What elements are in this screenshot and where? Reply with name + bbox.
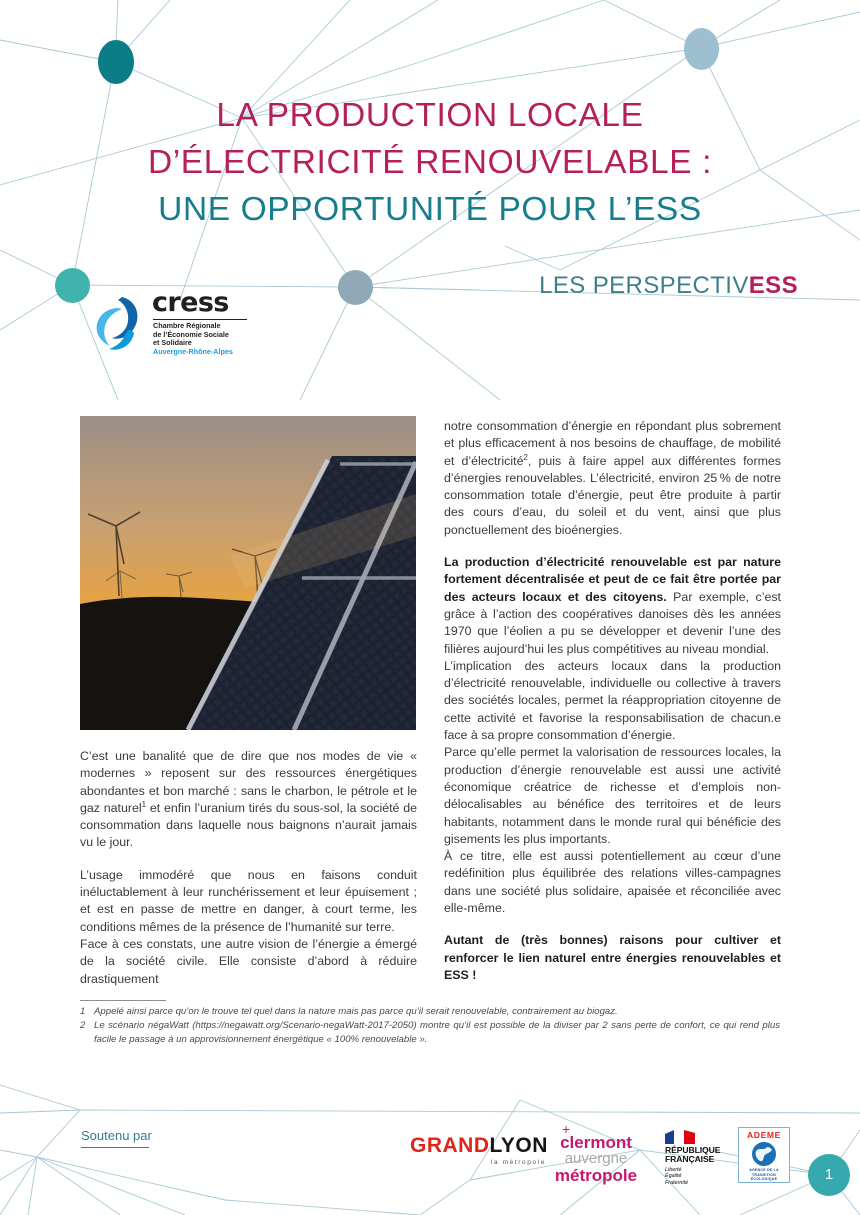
photo-illustration xyxy=(80,416,416,730)
republique-motto-2: Égalité xyxy=(665,1173,682,1180)
footnote-1 xyxy=(80,1005,780,1018)
page-number-badge: 1 xyxy=(808,1154,850,1196)
kicker-suffix: ESS xyxy=(748,272,798,299)
republique-francaise-logo xyxy=(665,1130,727,1186)
ademe-wordmark: ADEME xyxy=(746,1130,782,1140)
clermont-line-2: auvergne xyxy=(564,1150,628,1167)
title-line-3: UNE OPPORTUNITÉ POUR L’ESS xyxy=(158,191,702,228)
paragraph-decentralisee xyxy=(444,554,781,658)
clermont-line-1: clermont xyxy=(560,1133,632,1152)
paragraph-usage: L’usage immodéré que nous en faisons conduit inéluctablement à leur runchérissement et leur épuisement ; et est en passe de mettre en danger, à court terme, les conditions mêmes de la présence de l’humanité sur terre. xyxy=(80,867,417,934)
para-conclusion-bold: Autant de (très bonnes) raisons pour cultiver et renforcer le lien naturel entre énergies renouvelables et ESS ! xyxy=(444,933,781,982)
ademe-sub-1: AGENCE DE LA xyxy=(749,1168,779,1172)
cress-region: Auvergne-Rhône-Alpes xyxy=(153,347,233,356)
clermont-line-3: métropole xyxy=(554,1166,638,1185)
hero-photo xyxy=(80,416,416,730)
paragraph-implication: L’implication des acteurs locaux dans la production d’électricité renouvelable, individuelle ou collective à travers des sociétés locales, permet la réappropriation citoyenne de cette activité et favorise la responsabilisation de chacun.e face à sa propre consommation d’énergie. xyxy=(444,658,781,743)
footnote-ref-1: 1 xyxy=(141,799,147,809)
cress-subtitle-line-3: et Solidaire xyxy=(153,338,192,348)
title-line-1: LA PRODUCTION LOCALE xyxy=(216,97,644,134)
republique-motto xyxy=(665,1167,727,1186)
title-line-2: D’ÉLECTRICITÉ RENOUVELABLE : xyxy=(147,144,713,181)
footnote-2 xyxy=(80,1019,780,1046)
footnote-2-text: Le scénario négaWatt (https://negawatt.org/Scenario-negaWatt-2017-2050) montre qu’il est possible de la diviser par 2 sans perte de confort, ce qui rend plus facile le passage à un approvisionnement énergétique « 100% renouvelable ». xyxy=(94,1020,780,1045)
ademe-logo xyxy=(738,1127,790,1183)
grandlyon-wordmark xyxy=(410,1134,548,1157)
para-consommation-before: notre consommation d’énergie en répondant plus sobrement et plus efficacement à nos besoins de chauffage, de mobilité et d’électricité xyxy=(444,419,781,468)
para-decentralisee-rest: Par exemple, c’est grâce à l’action des coopératives danoises dès les années 1970 que l’éolien a pu se développer et devenir l’une des filières aujourd’hui les plus compétitives au niveau mondial. xyxy=(444,589,781,656)
paragraph-conclusion xyxy=(444,932,781,984)
republique-motto-3: Fraternité xyxy=(665,1179,689,1186)
footnote-ref-2: 2 xyxy=(523,452,528,462)
footnote-2-number: 2 xyxy=(80,1020,86,1032)
globe-icon xyxy=(751,1141,777,1167)
body-column-left xyxy=(80,748,417,1003)
cress-subtitle-line-1: Chambre Régionale xyxy=(153,321,221,330)
republique-motto-1: Liberté xyxy=(665,1166,682,1173)
paragraph-banalite xyxy=(80,748,417,852)
supported-by-underline xyxy=(81,1147,149,1148)
para-banalite-before: C’est une banalité que de dire que nos modes de vie « modernes » reposent sur des ressources énergétiques abondantes et bon marché : sans le charbon, le pétrole et le gaz naturel xyxy=(80,749,417,815)
ademe-sub-2: TRANSITION xyxy=(752,1172,776,1177)
para-decentralisee-bold: La production d’électricité renouvelable est par nature fortement décentralisée et peut de ce fait être portée par des acteurs locaux et des citoyens. xyxy=(444,555,781,604)
supported-by-label: Soutenu par xyxy=(81,1128,152,1143)
para-consommation-after: , puis à faire appel aux différentes formes d’énergies renouvelables. L’électricité, environ 25 % de notre consommation totale d’énergie, peut être produite à partir des cours d’eau, du soleil et du vent, ainsi que plus ponctuellement des bioénergies. xyxy=(444,453,781,537)
ademe-sub-3: ÉCOLOGIQUE xyxy=(750,1177,778,1182)
grandlyon-logo xyxy=(410,1134,548,1166)
kicker-prefix: LES PERSPECTIV xyxy=(539,272,749,299)
republique-line-1: RÉPUBLIQUE xyxy=(665,1145,721,1155)
paragraph-face: Face à ces constats, une autre vision de l’énergie a émergé de la société civile. Elle consiste d’abord à réduire drastiquement xyxy=(80,936,417,986)
para-banalite-after: et enfin l’uranium tirés du sous-sol, la société de consommation dans laquelle nous baignons n’aurait jamais vu le jour. xyxy=(80,800,417,850)
footnote-1-number: 1 xyxy=(80,1006,86,1017)
grandlyon-part-1: GRAND xyxy=(410,1134,490,1157)
french-flag-icon xyxy=(665,1130,695,1144)
footnote-separator xyxy=(80,1000,166,1001)
paragraph-consommation xyxy=(444,418,781,539)
republique-name xyxy=(665,1146,727,1165)
paragraph-valorisation: Parce qu’elle permet la valorisation de ressources locales, la production d’énergie renouvelable est aussi une activité économique créatrice de richesse et d’emplois non-délocalisables au bénéfice des territoires et de leurs habitants, notamment dans le monde rural qui bénéficie des gisements les plus importants. xyxy=(444,745,781,846)
cress-subtitle-line-2: de l’Économie Sociale xyxy=(153,329,229,339)
footnote-1-text: Appelé ainsi parce qu’on le trouve tel quel dans la nature mais pas parce qu’il serait renouvelable, contrairement au biogaz. xyxy=(94,1006,618,1017)
republique-line-2: FRANÇAISE xyxy=(665,1154,715,1165)
clermont-logo xyxy=(550,1121,642,1185)
clermont-plus-icon: + xyxy=(562,1121,571,1137)
grandlyon-tagline: la métropole xyxy=(490,1159,546,1166)
ademe-subtitle xyxy=(739,1168,789,1182)
body-column-right xyxy=(444,418,781,999)
partner-logos xyxy=(400,1118,800,1190)
cress-wordmark: cress xyxy=(152,287,229,318)
paragraph-redefinition: À ce titre, elle est aussi potentiellement au cœur d’une redéfinition plus équilibrée des relations villes-campagnes dans une société plus solidaire, apaisée et réconciliée avec elle-même. xyxy=(444,849,781,916)
grandlyon-part-2: LYON xyxy=(489,1134,548,1157)
footnotes xyxy=(80,1005,780,1047)
